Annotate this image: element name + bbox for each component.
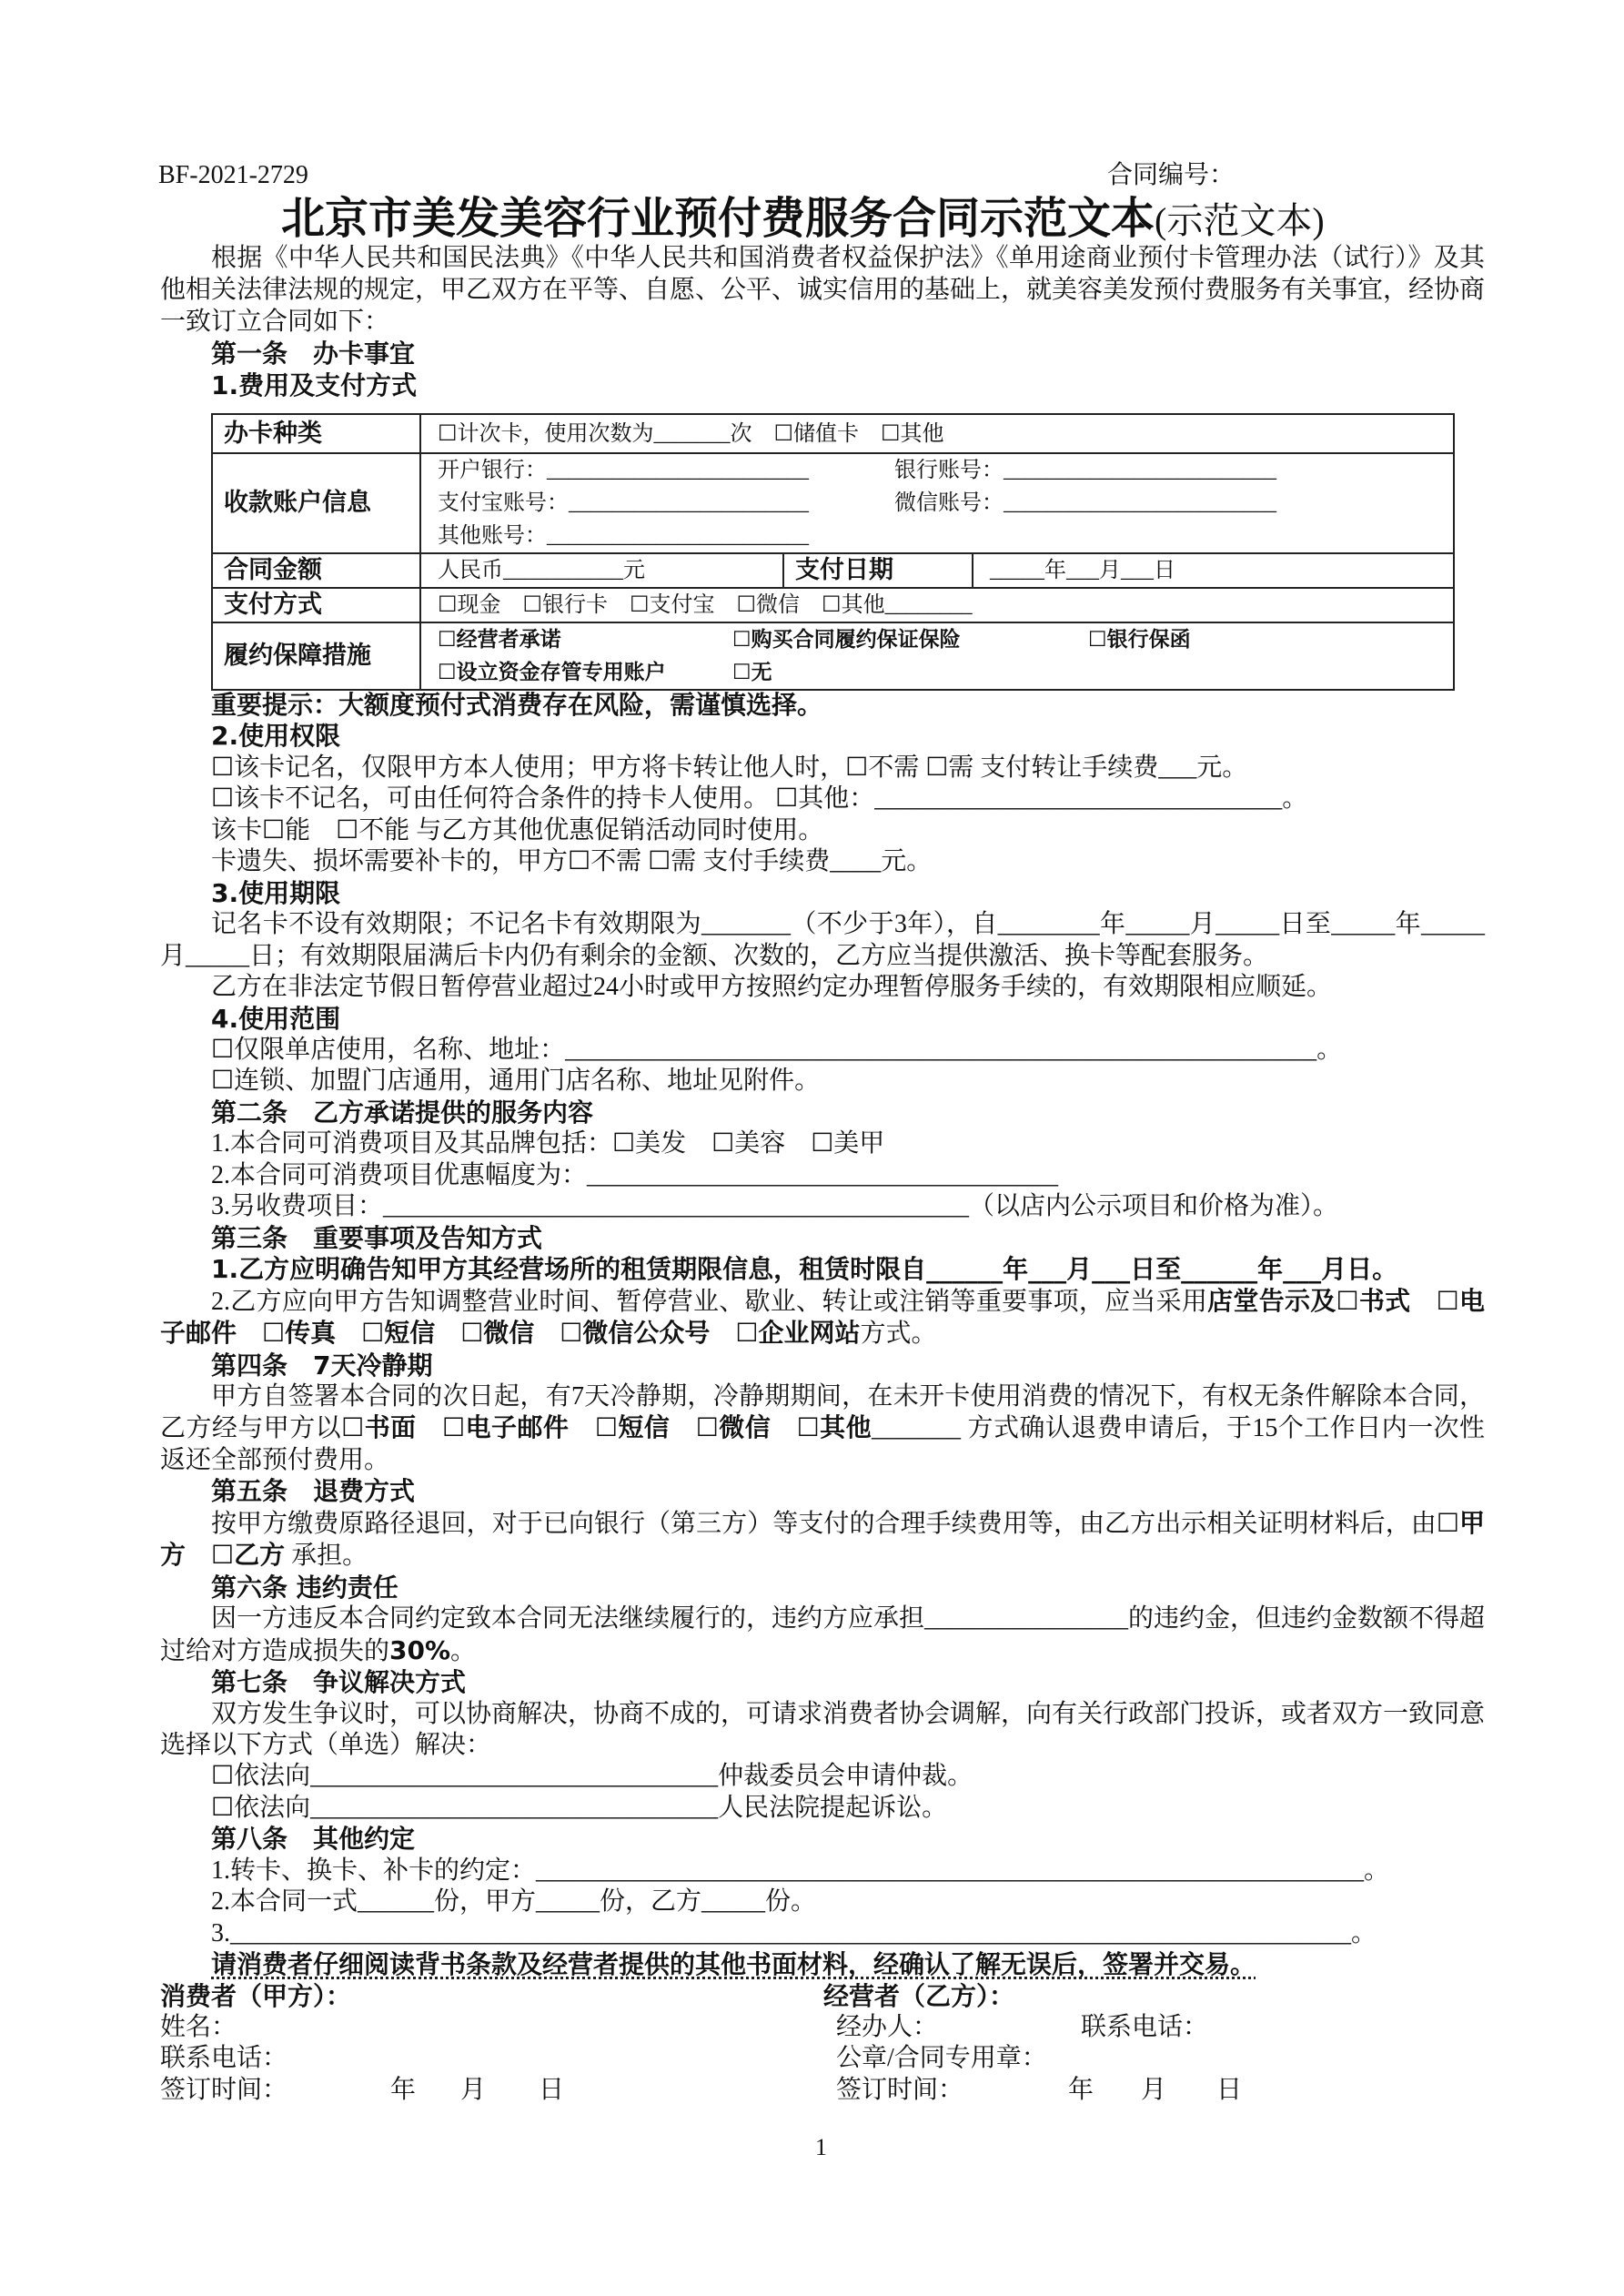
amount-label: 合同金额 xyxy=(212,553,420,588)
usage-scope-line: ☐仅限单店使用，名称、地址：___________________________________________________________。 xyxy=(211,1035,1343,1064)
guarantee-opt-none[interactable]: ☐无 xyxy=(732,661,772,684)
document-code: BF-2021-2729 xyxy=(158,161,308,189)
pay-method-options[interactable]: ☐现金 ☐银行卡 ☐支付宝 ☐微信 ☐其他________ xyxy=(420,588,1454,622)
guarantee-opt-insurance[interactable]: ☐购买合同履约保证保险 xyxy=(732,628,961,652)
article-5-heading: 第五条 退费方式 xyxy=(211,1476,416,1507)
fee-bearer-options: ☐甲方 ☐乙方 xyxy=(160,1507,1485,1571)
guarantee-opt-bank[interactable]: ☐银行保函 xyxy=(1088,628,1191,652)
liability-text-end: 。 xyxy=(450,1636,477,1665)
reminder-wrap xyxy=(160,1949,1485,1980)
dispute-paragraph: 双方发生争议时，可以协商解决，协商不成的，可请求消费者协会调解，向有关行政部门投诉，或者双方一致同意选择以下方式（单选）解决： xyxy=(160,1699,1486,1759)
dispute-option-litigation[interactable]: ☐依法向________________________________人民法院提起诉讼。 xyxy=(211,1793,948,1822)
usage-period-paragraph: 乙方在非法定节假日暂停营业超过24小时或甲方按照约定办理暂停服务手续的，有效期限相应顺延。 xyxy=(211,973,1333,1002)
operator-heading: 经营者（乙方）： xyxy=(823,1980,1015,2011)
title-main: 北京市美发美容行业预付费服务合同示范文本 xyxy=(281,193,1155,244)
guarantee-options xyxy=(420,622,1454,690)
contract-body xyxy=(160,690,1485,2106)
usage-rights-heading: 2.使用权限 xyxy=(211,721,341,752)
dispute-option-arbitration[interactable]: ☐依法向________________________________仲裁委员会申请仲裁。 xyxy=(211,1762,973,1791)
guarantee-opt-escrow[interactable]: ☐设立资金存管专用账户 xyxy=(438,661,666,684)
notification-text-end: 方式。 xyxy=(860,1320,937,1349)
article-8-line: 3.________________________________________________________________________________________。 xyxy=(211,1918,1377,1947)
usage-rights-line: ☐该卡记名，仅限甲方本人使用；甲方将卡转让他人时，☐不需 ☐需 支付转让手续费___元。 xyxy=(211,753,1248,782)
fee-payment-heading: 1.费用及支付方式 xyxy=(211,370,418,400)
guarantee-opt-promise[interactable]: ☐经营者承诺 xyxy=(438,628,561,652)
wechat-field[interactable]: 微信账号：_________________________ xyxy=(894,491,1276,515)
article-7-heading: 第七条 争议解决方式 xyxy=(211,1667,467,1698)
signature-row xyxy=(160,2043,1485,2074)
usage-period-heading: 3.使用期限 xyxy=(211,877,341,908)
consumer-phone-label: 联系电话： xyxy=(160,2044,288,2073)
article-2-line: 2.本合同可消费项目优惠幅度为：_____________________________________ xyxy=(211,1160,1059,1189)
notification-paragraph xyxy=(160,1286,1485,1350)
pay-method-label: 支付方式 xyxy=(212,588,420,622)
article-8-line: 1.转卡、换卡、补卡的约定：_________________________________________________________________。 xyxy=(211,1856,1390,1885)
usage-scope-line: ☐连锁、加盟门店通用，通用门店名称、地址见附件。 xyxy=(211,1067,821,1096)
signature-row xyxy=(160,2075,1485,2106)
other-account-field[interactable]: 其他账号：________________________ xyxy=(438,524,809,548)
account-info-label: 收款账户信息 xyxy=(212,453,420,553)
card-type-label: 办卡种类 xyxy=(212,414,420,453)
article-2-line: 3.另收费项目：______________________________________________（以店内公示项目和价格为准）。 xyxy=(211,1192,1339,1221)
article-2-heading: 第二条 乙方承诺提供的服务内容 xyxy=(211,1097,594,1128)
pay-date-label: 支付日期 xyxy=(783,553,973,588)
consumer-date-month: 月 xyxy=(460,2075,487,2104)
consumer-name-label: 姓名： xyxy=(160,2013,237,2042)
table-row-amount xyxy=(212,553,1454,588)
refund-paragraph xyxy=(160,1508,1485,1573)
refund-confirm-options: ☐书面 ☐电子邮件 ☐短信 ☐微信 ☐其他 xyxy=(341,1412,873,1443)
operator-seal-label: 公章/合同专用章： xyxy=(836,2044,1047,2073)
article-8-line: 2.本合同一式______份，甲方_____份，乙方_____份。 xyxy=(211,1887,817,1917)
usage-rights-line: ☐该卡不记名，可由任何符合条件的持卡人使用。 ☐其他：________________________________。 xyxy=(211,784,1308,814)
article-3-heading: 第三条 重要事项及告知方式 xyxy=(211,1222,543,1253)
card-type-options[interactable]: ☐计次卡，使用次数为_______次 ☐储值卡 ☐其他 xyxy=(420,414,1454,453)
article-2-line: 1.本合同可消费项目及其品牌包括：☐美发 ☐美容 ☐美甲 xyxy=(211,1129,885,1158)
operator-date-label: 签订时间： xyxy=(836,2075,964,2104)
cooling-off-text-end: _______ 方式确认退费申请后，于15个工作日内一次性返还全部预付费用。 xyxy=(160,1414,1485,1474)
card-info-table xyxy=(211,413,1455,691)
operator-phone-label: 联系电话： xyxy=(1081,2013,1209,2042)
notification-text: 2.乙方应向甲方告知调整营业时间、暂停营业、歇业、转让或注销等重要事项，应当采用 xyxy=(211,1287,1208,1316)
consumer-date-day: 日 xyxy=(539,2075,565,2104)
cooling-off-paragraph xyxy=(160,1381,1485,1476)
table-row-card-type xyxy=(212,414,1454,453)
usage-scope-heading: 4.使用范围 xyxy=(211,1003,341,1034)
risk-notice: 重要提示：大额度预付式消费存在风险，需谨慎选择。 xyxy=(211,690,823,720)
refund-text-end: 承担。 xyxy=(285,1542,368,1571)
alipay-field[interactable]: 支付宝账号：______________________ xyxy=(438,491,809,515)
title-suffix: (示范文本) xyxy=(1155,200,1325,241)
operator-date-day: 日 xyxy=(1216,2075,1243,2104)
account-fields xyxy=(420,453,1454,553)
liability-cap: 30% xyxy=(389,1634,451,1665)
notification-options: 店堂告示及☐书式 ☐电子邮件 ☐传真 ☐短信 ☐微信 ☐微信公众号 ☐企业网站 xyxy=(160,1285,1485,1349)
cooling-off-text: 甲方自签署本合同的次日起，有7天冷静期，冷静期期间，在未开卡使用消费的情况下，有权无条件解除本合同，乙方经与甲方以 xyxy=(160,1381,1485,1443)
operator-date-month: 月 xyxy=(1141,2075,1167,2104)
signature-row xyxy=(160,1981,1485,2012)
article-8-heading: 第八条 其他约定 xyxy=(211,1824,416,1855)
table-row-account xyxy=(212,453,1454,553)
table-row-guarantee xyxy=(212,622,1454,690)
refund-text: 按甲方缴费原路径退回，对于已向银行（第三方）等支付的合理手续费用等，由乙方出示相关证明材料后，由 xyxy=(211,1509,1437,1538)
amount-field[interactable]: 人民币___________元 xyxy=(420,553,783,588)
consumer-date-label: 签订时间： xyxy=(160,2075,288,2104)
liability-paragraph xyxy=(160,1603,1485,1667)
signing-reminder: 请消费者仔细阅读背书条款及经营者提供的其他书面材料，经确认了解无误后，签署并交易。 xyxy=(211,1949,1256,1980)
bank-field[interactable]: 开户银行：________________________ xyxy=(438,459,809,482)
operator-handler-label: 经办人： xyxy=(836,2013,939,2042)
table-row-pay-method xyxy=(212,588,1454,622)
article-4-heading: 第四条 7天冷静期 xyxy=(211,1350,433,1381)
liability-text: 因一方违反本合同约定致本合同无法继续履行的，违约方应承担________________的违约金，但违约金数额不得超过给对方造成损失的 xyxy=(160,1604,1486,1665)
consumer-heading: 消费者（甲方）： xyxy=(160,1980,352,2011)
intro-paragraph: 根据《中华人民共和国民法典》《中华人民共和国消费者权益保护法》《单用途商业预付卡管理办法（试行）》及其他相关法律法规的规定，甲乙双方在平等、自愿、公平、诚实信用的基础上，就美容美发预付费服务有关事宜，经协商一致订立合同如下： xyxy=(160,244,1486,336)
intro-section xyxy=(160,242,1485,401)
lease-term-paragraph: 1.乙方应明确告知甲方其经营场所的租赁期限信息，租赁时限自______年___月___日至______年___月日。 xyxy=(211,1254,1398,1285)
usage-rights-line: 该卡☐能 ☐不能 与乙方其他优惠促销活动同时使用。 xyxy=(211,815,824,845)
contract-number-label: 合同编号： xyxy=(1107,161,1236,189)
article-6-heading: 第六条 违约责任 xyxy=(211,1572,398,1603)
usage-rights-line: 卡遗失、损坏需要补卡的，甲方☐不需 ☐需 支付手续费____元。 xyxy=(211,847,933,876)
signature-row xyxy=(160,2012,1485,2043)
operator-date-year: 年 xyxy=(1068,2075,1094,2104)
usage-period-paragraph: 记名卡不设有效期限；不记名卡有效期限为_______（不少于3年），自________年_____月_____日至_____年_____月_____日；有效期限届满后卡内仍有剩余的金额、次数的，乙方应当提供激活、换卡等配套服务。 xyxy=(160,910,1485,970)
bank-account-field[interactable]: 银行账号：_________________________ xyxy=(894,459,1276,482)
page-number: 1 xyxy=(815,2134,827,2160)
article-1-heading: 第一条 办卡事宜 xyxy=(211,339,416,369)
guarantee-label: 履约保障措施 xyxy=(212,622,420,690)
pay-date-field[interactable]: _____年___月___日 xyxy=(973,553,1454,588)
consumer-date-year: 年 xyxy=(390,2075,417,2104)
